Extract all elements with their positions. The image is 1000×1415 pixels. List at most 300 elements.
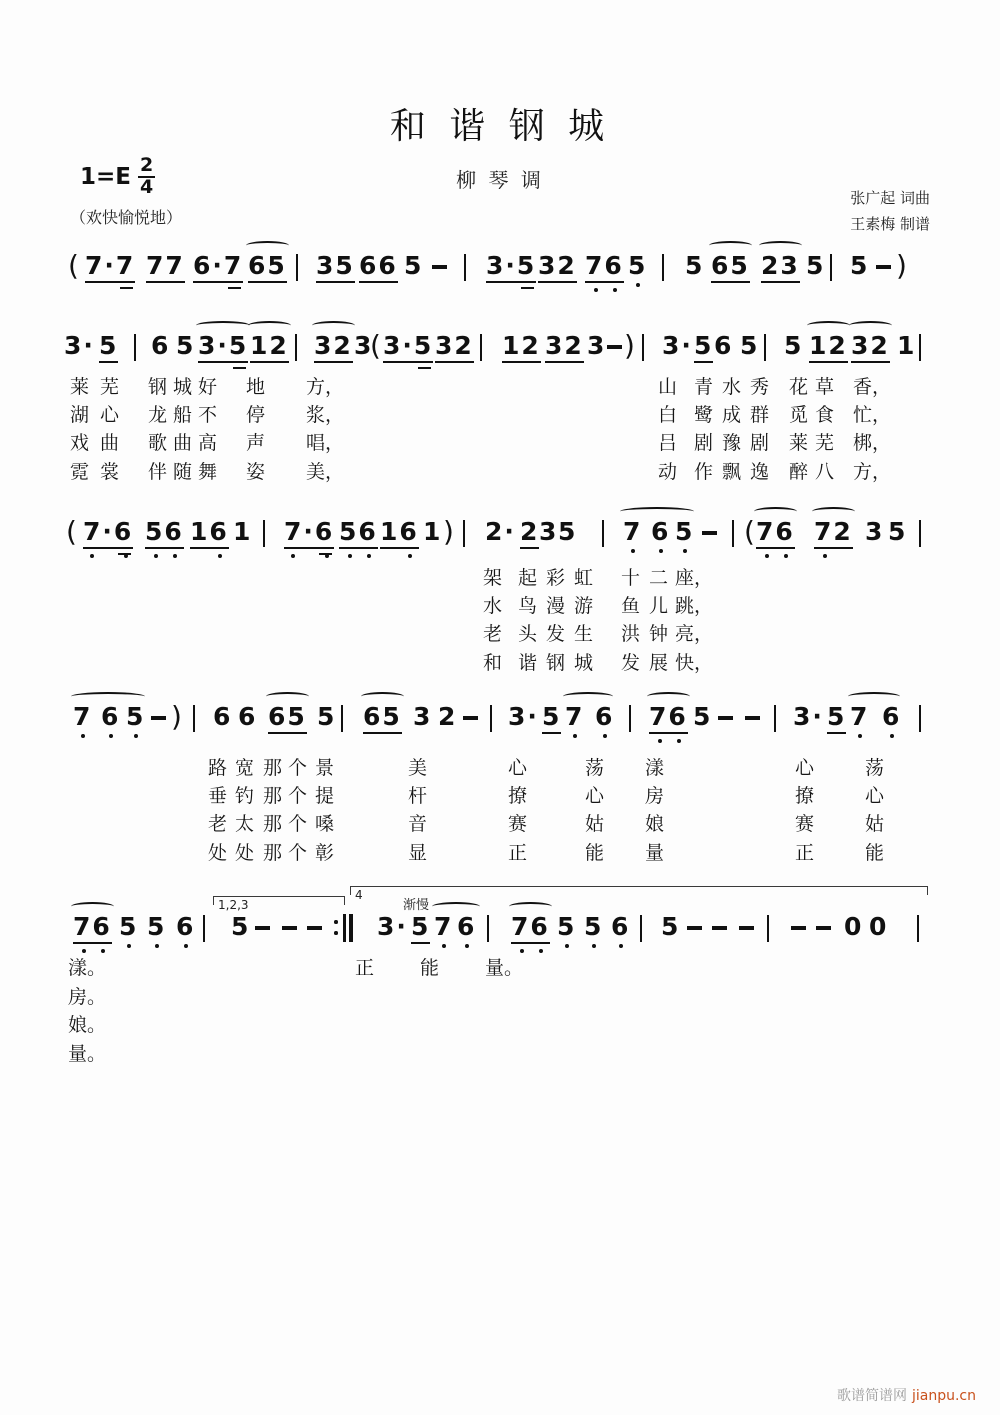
expression-marking: （欢快愉悦地） <box>70 208 183 227</box>
lyric: 姿 <box>246 461 266 483</box>
note <box>502 332 541 363</box>
dash-rest <box>687 926 702 930</box>
octave-dot <box>90 554 94 558</box>
note <box>565 703 584 731</box>
lyric: 赛 <box>508 813 528 835</box>
lyric: 漫 <box>546 595 566 617</box>
note-text: 5 <box>628 251 648 280</box>
note <box>814 518 853 549</box>
note-text: 23 <box>761 252 800 283</box>
octave-dot <box>109 734 113 738</box>
slur-arc <box>848 692 900 701</box>
lyric: 正 <box>508 842 528 864</box>
note <box>557 913 576 941</box>
note-text: 16 <box>380 518 419 549</box>
barline <box>917 915 919 942</box>
lyric: 唱， <box>306 432 345 454</box>
note-text: 76 <box>649 703 688 734</box>
note <box>538 252 577 283</box>
credit-composer: 张广起 词曲 <box>850 189 930 207</box>
note-text: 0 <box>844 912 864 941</box>
note <box>438 703 457 731</box>
slur-arc <box>71 902 114 911</box>
lyric: 动 <box>658 461 678 483</box>
note <box>238 703 257 731</box>
note <box>624 329 635 362</box>
lyric: 莱 <box>789 432 809 454</box>
octave-dot <box>765 554 769 558</box>
note-text: 7 <box>73 702 93 731</box>
note <box>761 252 800 283</box>
note <box>145 518 184 549</box>
lyric: 觅 <box>789 404 809 426</box>
octave-dot <box>325 554 329 558</box>
note <box>806 252 825 280</box>
lyric: 花 <box>789 376 809 398</box>
repeat-bar <box>343 914 346 942</box>
lyric: 娘 <box>645 813 665 835</box>
note <box>694 332 713 363</box>
slur-arc <box>647 692 690 701</box>
note-text: 5 <box>558 517 578 546</box>
lyric: 那 <box>263 757 283 779</box>
lyric: 姑 <box>865 813 885 835</box>
meter-denominator: 4 <box>140 175 154 198</box>
lyric: 姑 <box>585 813 605 835</box>
lyric: 豫 <box>722 432 742 454</box>
note-text: 5 <box>685 251 705 280</box>
note <box>231 913 250 941</box>
note <box>865 518 884 546</box>
note-text: 7 <box>565 702 585 731</box>
note <box>119 913 138 941</box>
note-text: 5 <box>827 703 846 734</box>
lyric: 莱 <box>70 376 90 398</box>
lyric: 嗓 <box>315 813 335 835</box>
note <box>545 332 584 363</box>
note-text: 35 <box>316 252 355 283</box>
note-text: 6 <box>611 912 631 941</box>
lyric: 白 <box>658 404 678 426</box>
note-text: ( <box>370 329 381 362</box>
octave-dot <box>594 288 598 292</box>
note-text: 6 <box>882 702 902 731</box>
barline <box>203 915 205 942</box>
note-text: 2 <box>438 702 458 731</box>
barline <box>263 520 265 547</box>
barline <box>919 705 921 732</box>
lyric: 提 <box>315 785 335 807</box>
lyric: 漾 <box>645 757 665 779</box>
note-text: 5 <box>176 331 196 360</box>
barline <box>764 334 766 361</box>
dash-rest <box>307 926 322 930</box>
lyric: 音 <box>408 813 428 835</box>
note-text: 3· <box>662 331 693 360</box>
note-text: 5 <box>126 702 146 731</box>
note <box>485 518 516 546</box>
note <box>693 703 712 731</box>
barline <box>919 334 921 361</box>
note-text: 3 <box>354 331 374 360</box>
note-text: 3·5 <box>198 332 248 363</box>
note <box>317 703 336 731</box>
site-footer <box>837 1385 976 1405</box>
note-text: ) <box>624 329 635 362</box>
note-text: 5 <box>119 912 139 941</box>
note-text: 72 <box>814 518 853 549</box>
note <box>662 332 693 360</box>
note-text: 5 <box>740 331 760 360</box>
sixteenth-beam <box>233 367 246 370</box>
barline <box>640 915 642 942</box>
lyric: 随 <box>173 461 193 483</box>
octave-dot <box>573 734 577 738</box>
repeat-bar <box>349 914 353 942</box>
song-subtitle: 柳 琴 调 <box>456 168 544 192</box>
note-text: 5 <box>317 702 337 731</box>
octave-dot <box>173 554 177 558</box>
note-text: 3 <box>865 517 885 546</box>
lyric: 洪 <box>621 623 641 645</box>
note <box>585 252 624 283</box>
octave-dot <box>784 554 788 558</box>
lyric: 显 <box>408 842 428 864</box>
note <box>316 252 355 283</box>
note-text: 5 <box>675 517 695 546</box>
lyric: 伴 <box>148 461 168 483</box>
note <box>508 703 539 731</box>
lyric: 起 <box>518 567 538 589</box>
lyric: 芜 <box>100 376 120 398</box>
lyric: 草 <box>815 376 835 398</box>
note-text: 5 <box>231 912 251 941</box>
note <box>675 518 694 546</box>
note <box>869 913 888 941</box>
lyric: 能 <box>585 842 605 864</box>
note <box>435 332 474 363</box>
note <box>176 913 195 941</box>
note-text: 65 <box>248 252 287 283</box>
note-text: 5 <box>542 703 561 734</box>
lyric: 老 <box>483 623 503 645</box>
lyric: 展 <box>649 652 669 674</box>
note-text: 1 <box>423 517 443 546</box>
dash-rest <box>255 926 270 930</box>
note <box>685 252 704 280</box>
lyric: 秀 <box>750 376 770 398</box>
lyric: 心 <box>865 785 885 807</box>
note-text: 2 <box>520 518 539 549</box>
octave-dot <box>367 554 371 558</box>
octave-dot <box>565 944 569 948</box>
note <box>151 332 170 360</box>
note-text: 5 <box>693 702 713 731</box>
lyric: 剧 <box>750 432 770 454</box>
volta-label: 1,2,3 <box>218 898 249 912</box>
note <box>363 703 402 734</box>
lyric: 头 <box>518 623 538 645</box>
barline <box>662 254 664 281</box>
lyric: 荡 <box>865 757 885 779</box>
lyric: 高 <box>198 432 218 454</box>
note <box>85 252 135 283</box>
slur-arc <box>312 321 355 330</box>
note-text: 76 <box>756 518 795 549</box>
note <box>844 913 863 941</box>
lyric: 那 <box>263 842 283 864</box>
note <box>595 703 614 731</box>
note-text: 56 <box>339 518 378 549</box>
note <box>101 703 120 731</box>
lyric: 个 <box>288 757 308 779</box>
lyric: 方， <box>853 461 892 483</box>
barline <box>602 520 604 547</box>
note-text: 3·5 <box>383 332 433 363</box>
octave-dot <box>155 944 159 948</box>
octave-dot <box>603 734 607 738</box>
credit-arranger: 王素梅 制谱 <box>850 214 930 233</box>
barline <box>767 915 769 942</box>
slur-arc <box>196 321 250 330</box>
lyric: 谐 <box>518 652 538 674</box>
octave-dot <box>127 944 131 948</box>
note <box>850 252 869 280</box>
note-text: 1 <box>233 517 253 546</box>
slur-arc <box>807 321 850 330</box>
lyric: 能 <box>420 957 440 979</box>
lyric: 处 <box>208 842 228 864</box>
note <box>784 332 803 360</box>
note <box>827 703 846 734</box>
dash-rest <box>876 265 891 269</box>
lyric: 成 <box>722 404 742 426</box>
note-text: 12 <box>250 332 289 363</box>
note-text: 6 <box>151 331 171 360</box>
lyric: 心 <box>508 757 528 779</box>
note <box>359 252 398 283</box>
note <box>711 252 750 283</box>
note-text: 76 <box>585 252 624 283</box>
note-text: 7·6 <box>284 518 334 549</box>
note-text: 3 <box>539 517 559 546</box>
note <box>623 518 642 546</box>
note <box>542 703 561 734</box>
note <box>83 518 133 549</box>
lyric: 城 <box>173 376 193 398</box>
note <box>651 518 670 546</box>
note-text: 3 <box>587 331 607 360</box>
barline <box>629 705 631 732</box>
note <box>850 703 869 731</box>
lyric: 快， <box>675 652 714 674</box>
octave-dot <box>408 554 412 558</box>
slur-arc <box>361 692 404 701</box>
lyric: 那 <box>263 813 283 835</box>
note <box>68 249 79 282</box>
lyric: 量。 <box>485 957 524 979</box>
note <box>584 913 603 941</box>
octave-dot <box>677 739 681 743</box>
note <box>248 252 287 283</box>
lyric: 撩 <box>508 785 528 807</box>
note-text: ( <box>68 249 79 282</box>
note <box>176 332 195 360</box>
lyric: 浆， <box>306 404 345 426</box>
note-text: 76 <box>511 913 550 944</box>
note-text: 32 <box>435 332 474 363</box>
note <box>284 518 334 549</box>
note <box>411 913 430 944</box>
note <box>370 329 381 362</box>
slur-arc <box>620 507 694 516</box>
lyric: 个 <box>288 842 308 864</box>
note <box>744 515 755 548</box>
lyric: 能 <box>865 842 885 864</box>
note <box>511 913 550 944</box>
volta-bracket <box>350 886 928 902</box>
lyric: 鹭 <box>694 404 714 426</box>
octave-dot <box>659 549 663 553</box>
note <box>628 252 647 280</box>
dash-rest <box>816 926 831 930</box>
note <box>413 703 432 731</box>
lyric: 个 <box>288 785 308 807</box>
lyric: 梆， <box>853 432 892 454</box>
lyric: 老 <box>208 813 228 835</box>
note-text: 32 <box>545 332 584 363</box>
dash-rest <box>151 716 166 720</box>
octave-dot <box>184 944 188 948</box>
lyric: 发 <box>546 623 566 645</box>
tempo-marking: 渐慢 <box>403 898 430 913</box>
note-text: 5 <box>557 912 577 941</box>
note-text: 2· <box>485 517 516 546</box>
lyric: 景 <box>315 757 335 779</box>
octave-dot <box>592 944 596 948</box>
note <box>756 518 795 549</box>
lyric: 飘 <box>722 461 742 483</box>
dash-rest <box>739 926 754 930</box>
octave-dot <box>154 554 158 558</box>
lyric: 彰 <box>315 842 335 864</box>
lyric: 湖 <box>70 404 90 426</box>
lyric: 醉 <box>789 461 809 483</box>
note <box>73 913 112 944</box>
lyric: 山 <box>658 376 678 398</box>
lyric: 亮， <box>675 623 714 645</box>
note-text: ( <box>66 515 77 548</box>
lyric: 船 <box>173 404 193 426</box>
barline <box>919 520 921 547</box>
lyric: 路 <box>208 757 228 779</box>
barline <box>487 915 489 942</box>
note-text: 6 <box>457 912 477 941</box>
slur-arc <box>71 692 145 701</box>
dash-rest <box>702 531 717 535</box>
note <box>649 703 688 734</box>
note <box>377 913 408 941</box>
octave-dot <box>890 734 894 738</box>
note <box>423 518 442 546</box>
note <box>661 913 680 941</box>
lyric: 吕 <box>658 432 678 454</box>
slur-arc <box>432 902 480 911</box>
note-text: 6 <box>213 702 233 731</box>
lyric: 心 <box>585 785 605 807</box>
barline <box>830 254 832 281</box>
note-text: 5 <box>411 913 430 944</box>
dash-rest <box>282 926 297 930</box>
note-text: 3· <box>793 702 824 731</box>
slur-arc <box>266 692 309 701</box>
lyric: 发 <box>621 652 641 674</box>
site-url[interactable]: jianpu.cn <box>911 1388 976 1404</box>
note-text: 3· <box>64 331 95 360</box>
note <box>73 703 92 731</box>
octave-dot <box>539 949 543 953</box>
note-text: 12 <box>809 332 848 363</box>
meter-numerator: 2 <box>140 154 154 176</box>
site-name: 歌谱简谱网 <box>836 1388 907 1404</box>
note-text: ) <box>171 700 182 733</box>
note <box>193 252 243 283</box>
lyric: 和 <box>483 652 503 674</box>
dash-rest <box>712 926 727 930</box>
note <box>380 518 419 549</box>
note-text: 7·6 <box>83 518 133 549</box>
note <box>457 913 476 941</box>
barline <box>642 334 644 361</box>
lyric: 霓 <box>70 461 90 483</box>
lyric: 香， <box>853 376 892 398</box>
lyric: 量 <box>645 842 665 864</box>
slur-arc <box>754 507 797 516</box>
dash-rest <box>745 716 760 720</box>
note <box>314 332 353 363</box>
slur-arc <box>759 241 802 250</box>
note <box>434 913 453 941</box>
note-text: 6 <box>101 702 121 731</box>
lyric: 漾。 <box>68 957 107 979</box>
barline <box>341 705 343 732</box>
note-text: 7·7 <box>85 252 135 283</box>
barline <box>193 705 195 732</box>
note-text: 76 <box>73 913 112 944</box>
repeat-dot <box>334 931 338 935</box>
lyric: 处 <box>235 842 255 864</box>
octave-dot <box>658 739 662 743</box>
lyric: 美 <box>408 757 428 779</box>
slur-arc <box>849 321 892 330</box>
note <box>740 332 759 360</box>
lyric: 生 <box>574 623 594 645</box>
lyric: 曲 <box>173 432 193 454</box>
note <box>793 703 824 731</box>
lyric: 龙 <box>148 404 168 426</box>
lyric: 好 <box>198 376 218 398</box>
note-text: ) <box>443 515 454 548</box>
note-text: 6 <box>176 912 196 941</box>
lyric: 跳， <box>675 595 714 617</box>
lyric: 虹 <box>574 567 594 589</box>
lyric: 荡 <box>585 757 605 779</box>
lyric: 个 <box>288 813 308 835</box>
lyric: 不 <box>198 404 218 426</box>
note <box>714 332 733 360</box>
barline <box>134 334 136 361</box>
note-text: 6 <box>595 702 615 731</box>
